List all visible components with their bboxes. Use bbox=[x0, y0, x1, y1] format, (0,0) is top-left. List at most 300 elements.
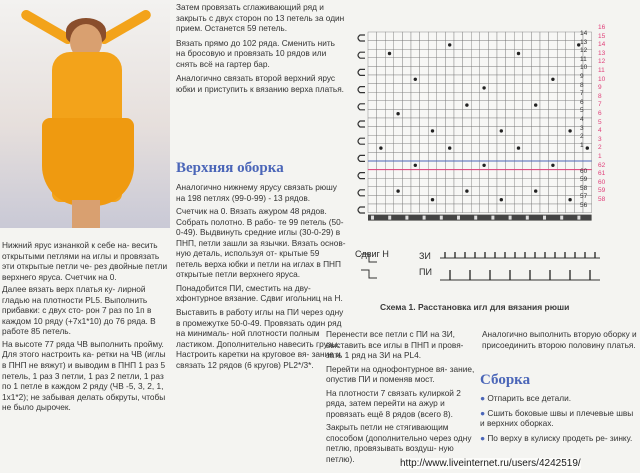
chart-cell bbox=[394, 84, 403, 93]
chart-cell bbox=[523, 178, 532, 187]
row-number: 13 bbox=[580, 38, 588, 46]
chart-cell bbox=[445, 75, 454, 84]
chart-cell bbox=[583, 127, 592, 136]
chart-cell bbox=[420, 58, 429, 67]
bar-tick bbox=[509, 216, 512, 220]
chart-cell bbox=[497, 152, 506, 161]
chart-cell bbox=[368, 118, 377, 127]
chart-cell bbox=[471, 118, 480, 127]
chart-cell bbox=[454, 84, 463, 93]
chart-cell bbox=[471, 101, 480, 110]
chart-cell bbox=[471, 58, 480, 67]
chart-cell bbox=[385, 195, 394, 204]
paragraph: Закрыть петли не стягивающим способом (дополнительно через одну петлю, провязывать воздуш- ную петлю). bbox=[326, 422, 472, 465]
chart-cell bbox=[557, 170, 566, 179]
chart-cell bbox=[385, 152, 394, 161]
row-number-pink: 8 bbox=[598, 92, 602, 100]
chart-cell bbox=[402, 161, 411, 170]
row-number-pink: 12 bbox=[598, 58, 606, 66]
chart-cell bbox=[488, 135, 497, 144]
chart-cell bbox=[523, 41, 532, 50]
chart-dot bbox=[551, 78, 554, 81]
chart-cell bbox=[428, 178, 437, 187]
chart-cell bbox=[557, 32, 566, 41]
chart-cell bbox=[540, 32, 549, 41]
chart-cell bbox=[420, 170, 429, 179]
chart-cell bbox=[411, 144, 420, 153]
chart-cell bbox=[549, 195, 558, 204]
chart-cell bbox=[437, 152, 446, 161]
chart-cell bbox=[454, 195, 463, 204]
chart-cell bbox=[454, 144, 463, 153]
fourth-column-text bbox=[482, 329, 640, 350]
chart-cell bbox=[420, 178, 429, 187]
chart-cell bbox=[471, 170, 480, 179]
chart-cell bbox=[437, 170, 446, 179]
chart-cell bbox=[488, 109, 497, 118]
shift-label: Сдвиг Н bbox=[355, 249, 389, 259]
chart-cell bbox=[394, 92, 403, 101]
chart-cell bbox=[445, 32, 454, 41]
chart-cell bbox=[506, 204, 515, 213]
chart-cell bbox=[385, 170, 394, 179]
chart-cell bbox=[523, 58, 532, 67]
chart-cell bbox=[523, 144, 532, 153]
chart-cell bbox=[411, 195, 420, 204]
chart-cell bbox=[506, 178, 515, 187]
chart-cell bbox=[566, 152, 575, 161]
chart-cell bbox=[540, 66, 549, 75]
chart-cell bbox=[566, 58, 575, 67]
chart-cell bbox=[377, 92, 386, 101]
chart-cell bbox=[411, 84, 420, 93]
chart-cell bbox=[506, 152, 515, 161]
bar-tick bbox=[440, 216, 443, 220]
chart-cell bbox=[471, 178, 480, 187]
chart-cell bbox=[437, 109, 446, 118]
chart-cell bbox=[463, 170, 472, 179]
chart-cell bbox=[463, 109, 472, 118]
chart-cell bbox=[394, 178, 403, 187]
chart-cell bbox=[377, 195, 386, 204]
chart-cell bbox=[411, 66, 420, 75]
chart-cell bbox=[549, 101, 558, 110]
chart-cell bbox=[377, 204, 386, 213]
chart-cell bbox=[385, 92, 394, 101]
chart-cell bbox=[454, 187, 463, 196]
chart-cell bbox=[394, 66, 403, 75]
chart-cell bbox=[514, 84, 523, 93]
chart-cell bbox=[497, 161, 506, 170]
chart-cell bbox=[540, 58, 549, 67]
chart-cell bbox=[549, 49, 558, 58]
chart-cell bbox=[557, 178, 566, 187]
row-number-pink: 1 bbox=[598, 153, 602, 160]
chart-cell bbox=[497, 75, 506, 84]
chart-cell bbox=[454, 101, 463, 110]
chart-cell bbox=[566, 101, 575, 110]
chart-cell bbox=[377, 84, 386, 93]
chart-cell bbox=[506, 161, 515, 170]
chart-cell bbox=[480, 75, 489, 84]
chart-dot bbox=[448, 146, 451, 149]
chart-cell bbox=[377, 161, 386, 170]
paragraph: Перейти на однофонтурное вя- зание, опустив ПИ и поменяв мост. bbox=[326, 363, 475, 385]
chart-cell bbox=[368, 127, 377, 136]
chart-cell bbox=[566, 161, 575, 170]
chart-cell bbox=[463, 84, 472, 93]
row-number: 12 bbox=[580, 47, 588, 55]
chart-cell bbox=[402, 32, 411, 41]
row-number-pink: 58 bbox=[598, 196, 606, 203]
chart-cell bbox=[549, 127, 558, 136]
chart-cell bbox=[471, 204, 480, 213]
chart-cell bbox=[411, 41, 420, 50]
chart-cell bbox=[402, 75, 411, 84]
chart-dot bbox=[586, 146, 589, 149]
chart-cell bbox=[497, 178, 506, 187]
chart-cell bbox=[454, 127, 463, 136]
chart-cell bbox=[454, 32, 463, 41]
chart-cell bbox=[420, 127, 429, 136]
chart-cell bbox=[531, 49, 540, 58]
chart-cell bbox=[377, 187, 386, 196]
row-number-pink: 16 bbox=[598, 24, 606, 31]
chart-cell bbox=[402, 101, 411, 110]
chart-cell bbox=[394, 170, 403, 179]
chart-cell bbox=[368, 41, 377, 50]
chart-cell bbox=[437, 135, 446, 144]
chart-cell bbox=[445, 135, 454, 144]
knitting-chart bbox=[354, 28, 616, 233]
chart-cell bbox=[523, 127, 532, 136]
chart-cell bbox=[377, 152, 386, 161]
chart-cell bbox=[531, 178, 540, 187]
row-number: 59 bbox=[580, 176, 588, 184]
chart-cell bbox=[497, 49, 506, 58]
chart-cell bbox=[368, 58, 377, 67]
chart-cell bbox=[454, 152, 463, 161]
list-item: ● Сшить боковые швы и плечевые швы и верхних оборках. bbox=[480, 407, 634, 429]
chart-cell bbox=[540, 118, 549, 127]
paragraph: Аналогично выполнить вторую оборку и присоединить второю половину платья. bbox=[482, 329, 637, 350]
chart-cell bbox=[488, 144, 497, 153]
shift-marker bbox=[358, 35, 365, 41]
section-heading-assembly: Сборка bbox=[480, 372, 531, 388]
chart-cell bbox=[471, 41, 480, 50]
chart-cell bbox=[583, 109, 592, 118]
chart-cell bbox=[471, 66, 480, 75]
row-number-pink: 3 bbox=[598, 135, 602, 143]
row-number-pink: 9 bbox=[598, 84, 602, 92]
chart-cell bbox=[557, 84, 566, 93]
chart-cell bbox=[394, 161, 403, 170]
chart-cell bbox=[420, 204, 429, 213]
chart-cell bbox=[523, 32, 532, 41]
chart-cell bbox=[480, 118, 489, 127]
chart-cell bbox=[540, 178, 549, 187]
chart-dot bbox=[534, 189, 537, 192]
row-number-pink: 60 bbox=[598, 178, 606, 186]
chart-cell bbox=[437, 144, 446, 153]
chart-cell bbox=[514, 161, 523, 170]
chart-cell bbox=[471, 135, 480, 144]
chart-cell bbox=[566, 187, 575, 196]
bar-tick bbox=[457, 216, 460, 220]
chart-cell bbox=[523, 84, 532, 93]
chart-cell bbox=[402, 144, 411, 153]
chart-cell bbox=[480, 144, 489, 153]
shift-marker bbox=[358, 173, 365, 179]
chart-cell bbox=[420, 41, 429, 50]
chart-cell bbox=[488, 161, 497, 170]
front-bed-label: ЗИ bbox=[419, 251, 431, 261]
chart-cell bbox=[454, 135, 463, 144]
chart-cell bbox=[506, 32, 515, 41]
shift-marker bbox=[358, 52, 365, 58]
chart-cell bbox=[531, 32, 540, 41]
chart-cell bbox=[463, 127, 472, 136]
chart-cell bbox=[540, 75, 549, 84]
chart-cell bbox=[523, 66, 532, 75]
chart-cell bbox=[420, 84, 429, 93]
chart-cell bbox=[506, 135, 515, 144]
chart-cell bbox=[454, 170, 463, 179]
chart-cell bbox=[497, 66, 506, 75]
chart-cell bbox=[377, 101, 386, 110]
chart-cell bbox=[480, 187, 489, 196]
chart-cell bbox=[428, 66, 437, 75]
section-heading-upper: Верхняя оборка bbox=[176, 160, 284, 176]
paragraph: Счетчик на 0. Вязать ажуром 48 рядов. Собрать полотно. В рабо- те 99 петель (50-0-49). Выдвинуть средние иглы (30-0-29) в ПНП, петли зашли за язычки. Вязать основ- ную деталь, используя от- крытые 59 петель верха юбки и петли на иглах в ПНП открытые петли верхнего яруса. bbox=[176, 206, 346, 280]
chart-cell bbox=[549, 178, 558, 187]
chart-cell bbox=[497, 101, 506, 110]
chart-cell bbox=[480, 195, 489, 204]
chart-dot bbox=[534, 103, 537, 106]
chart-cell bbox=[368, 135, 377, 144]
chart-cell bbox=[540, 92, 549, 101]
chart-cell bbox=[420, 161, 429, 170]
chart-cell bbox=[471, 32, 480, 41]
shift-marker bbox=[358, 104, 365, 110]
shift-marker bbox=[358, 207, 365, 213]
chart-cell bbox=[377, 109, 386, 118]
chart-cell bbox=[402, 49, 411, 58]
chart-cell bbox=[480, 135, 489, 144]
chart-cell bbox=[531, 41, 540, 50]
chart-cell bbox=[385, 58, 394, 67]
row-number: 56 bbox=[580, 202, 588, 209]
chart-cell bbox=[368, 75, 377, 84]
chart-cell bbox=[540, 144, 549, 153]
chart-cell bbox=[549, 170, 558, 179]
chart-cell bbox=[368, 84, 377, 93]
chart-cell bbox=[437, 178, 446, 187]
chart-cell bbox=[463, 152, 472, 161]
bar-tick bbox=[474, 216, 477, 220]
bar-tick bbox=[405, 216, 408, 220]
chart-cell bbox=[557, 66, 566, 75]
chart-cell bbox=[540, 109, 549, 118]
needle-diagram bbox=[355, 250, 605, 290]
chart-cell bbox=[574, 152, 583, 161]
chart-cell bbox=[497, 92, 506, 101]
chart-cell bbox=[463, 204, 472, 213]
chart-cell bbox=[368, 92, 377, 101]
row-number: 4 bbox=[580, 116, 584, 123]
chart-cell bbox=[583, 135, 592, 144]
chart-cell bbox=[497, 204, 506, 213]
chart-cell bbox=[445, 49, 454, 58]
chart-cell bbox=[514, 41, 523, 50]
chart-cell bbox=[420, 92, 429, 101]
chart-cell bbox=[531, 75, 540, 84]
chart-cell bbox=[506, 75, 515, 84]
chart-cell bbox=[471, 49, 480, 58]
chart-cell bbox=[497, 135, 506, 144]
chart-cell bbox=[540, 187, 549, 196]
chart-cell bbox=[463, 58, 472, 67]
chart-cell bbox=[557, 41, 566, 50]
chart-cell bbox=[394, 135, 403, 144]
chart-cell bbox=[385, 84, 394, 93]
bar-tick bbox=[560, 216, 563, 220]
chart-cell bbox=[420, 187, 429, 196]
chart-cell bbox=[385, 187, 394, 196]
shift-bracket bbox=[361, 254, 377, 262]
chart-cell bbox=[488, 66, 497, 75]
chart-cell bbox=[411, 187, 420, 196]
chart-cell bbox=[445, 170, 454, 179]
chart-cell bbox=[566, 144, 575, 153]
chart-cell bbox=[566, 178, 575, 187]
chart-cell bbox=[445, 195, 454, 204]
chart-cell bbox=[531, 152, 540, 161]
chart-cell bbox=[540, 84, 549, 93]
chart-cell bbox=[437, 58, 446, 67]
chart-cell bbox=[566, 170, 575, 179]
chart-cell bbox=[471, 127, 480, 136]
chart-dot bbox=[465, 189, 468, 192]
paragraph: Выставить в работу иглы на ПИ через одну в промежутке 50-0-49. Провязать один ряд на минималь- ной плотности полным ластиком. Дополнительно навесить грузы. Настроить каретки на круговое вя- зание и связать 12 рядов (6 кругов) PL2*/3*. bbox=[176, 307, 344, 370]
source-url-link[interactable]: http://www.liveinternet.ru/users/4242519/ bbox=[400, 458, 581, 469]
chart-cell bbox=[514, 170, 523, 179]
chart-cell bbox=[411, 178, 420, 187]
chart-cell bbox=[506, 66, 515, 75]
row-number: 14 bbox=[580, 30, 588, 37]
bar-tick bbox=[526, 216, 529, 220]
chart-cell bbox=[514, 204, 523, 213]
chart-cell bbox=[531, 144, 540, 153]
chart-cell bbox=[540, 204, 549, 213]
chart-cell bbox=[377, 178, 386, 187]
chart-cell bbox=[411, 170, 420, 179]
chart-cell bbox=[463, 66, 472, 75]
assembly-list bbox=[480, 393, 638, 447]
chart-cell bbox=[488, 127, 497, 136]
chart-cell bbox=[428, 135, 437, 144]
chart-cell bbox=[471, 92, 480, 101]
row-number: 57 bbox=[580, 193, 588, 201]
chart-cell bbox=[420, 152, 429, 161]
bar-tick bbox=[491, 216, 494, 220]
chart-cell bbox=[497, 41, 506, 50]
paragraph: Аналогично нижнему ярусу связать рюшу на 198 петлях (99-0-99) - 13 рядов. bbox=[176, 182, 337, 203]
row-number-pink: 5 bbox=[598, 118, 602, 126]
row-number-pink: 11 bbox=[598, 67, 605, 74]
chart-dot bbox=[465, 103, 468, 106]
chart-cell bbox=[428, 49, 437, 58]
chart-cell bbox=[411, 152, 420, 161]
chart-cell bbox=[411, 92, 420, 101]
chart-cell bbox=[488, 32, 497, 41]
chart-cell bbox=[411, 118, 420, 127]
chart-cell bbox=[531, 170, 540, 179]
chart-cell bbox=[428, 84, 437, 93]
chart-cell bbox=[385, 135, 394, 144]
chart-cell bbox=[480, 109, 489, 118]
chart-cell bbox=[557, 152, 566, 161]
row-number-pink: 6 bbox=[598, 110, 602, 117]
chart-dot bbox=[448, 43, 451, 46]
chart-cell bbox=[377, 170, 386, 179]
chart-cell bbox=[531, 161, 540, 170]
needle-bed-bar bbox=[368, 215, 592, 221]
chart-cell bbox=[566, 32, 575, 41]
shift-marker bbox=[358, 155, 365, 161]
chart-cell bbox=[437, 75, 446, 84]
chart-dot bbox=[568, 129, 571, 132]
chart-cell bbox=[368, 66, 377, 75]
chart-cell bbox=[463, 32, 472, 41]
chart-cell bbox=[523, 118, 532, 127]
chart-cell bbox=[480, 66, 489, 75]
chart-cell bbox=[557, 49, 566, 58]
chart-cell bbox=[385, 101, 394, 110]
chart-cell bbox=[557, 75, 566, 84]
chart-cell bbox=[523, 187, 532, 196]
chart-cell bbox=[531, 109, 540, 118]
chart-cell bbox=[531, 92, 540, 101]
chart-cell bbox=[368, 161, 377, 170]
bullet-icon: ● bbox=[480, 407, 488, 418]
chart-cell bbox=[454, 92, 463, 101]
chart-cell bbox=[385, 118, 394, 127]
chart-cell bbox=[531, 135, 540, 144]
chart-cell bbox=[402, 135, 411, 144]
chart-cell bbox=[411, 204, 420, 213]
chart-cell bbox=[437, 187, 446, 196]
chart-cell bbox=[506, 118, 515, 127]
chart-cell bbox=[566, 75, 575, 84]
chart-cell bbox=[523, 152, 532, 161]
chart-cell bbox=[557, 101, 566, 110]
chart-cell bbox=[480, 127, 489, 136]
chart-cell bbox=[523, 161, 532, 170]
chart-cell bbox=[411, 58, 420, 67]
chart-cell bbox=[549, 144, 558, 153]
shift-marker bbox=[358, 87, 365, 93]
chart-cell bbox=[454, 58, 463, 67]
chart-cell bbox=[445, 152, 454, 161]
chart-cell bbox=[437, 195, 446, 204]
chart-cell bbox=[428, 187, 437, 196]
second-column-top bbox=[176, 2, 346, 94]
chart-cell bbox=[377, 66, 386, 75]
chart-cell bbox=[454, 109, 463, 118]
chart-dot bbox=[431, 129, 434, 132]
chart-cell bbox=[471, 109, 480, 118]
